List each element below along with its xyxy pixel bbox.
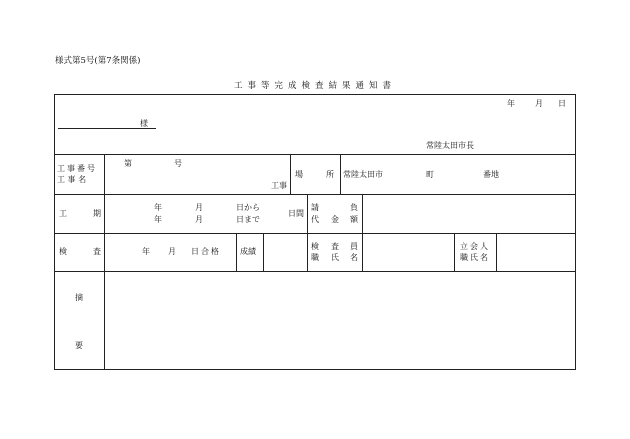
label-notes-a: 摘 (75, 293, 83, 302)
project-kouji: 工事 (271, 181, 287, 190)
start-month: 月 (195, 203, 203, 212)
label-contract-1: 請 (311, 203, 319, 212)
form-frame (54, 94, 576, 370)
label-place-sho: 所 (326, 170, 334, 179)
label-project-name: 工 事 名 (57, 175, 87, 184)
place-town: 町 (426, 170, 434, 179)
row-divider (54, 233, 576, 234)
start-day: 日から (236, 203, 260, 212)
project-dai: 第 (124, 159, 132, 168)
label-contract-5: 額 (350, 215, 358, 224)
label-project-number: 工事番号 (57, 164, 97, 173)
addressee-underline (58, 128, 156, 129)
inspection-month: 月 (168, 247, 176, 256)
inspection-day-pass: 日合格 (191, 247, 221, 256)
label-inspector-1: 検 (311, 242, 319, 251)
label-inspector-3: 員 (350, 242, 358, 251)
cell-divider (290, 154, 291, 194)
place-city: 常陸太田市 (343, 170, 383, 179)
date-month: 月 (535, 99, 543, 108)
date-day: 日 (558, 99, 566, 108)
end-day: 日まで (236, 215, 260, 224)
project-go: 号 (174, 159, 182, 168)
cell-divider (496, 233, 497, 271)
label-period-b: 期 (93, 209, 101, 218)
label-grade: 成績 (240, 247, 256, 256)
cell-divider (307, 233, 308, 271)
date-year: 年 (507, 99, 515, 108)
period-days: 日間 (288, 209, 304, 218)
cell-divider (340, 154, 341, 194)
label-period-a: 工 (59, 209, 67, 218)
cell-divider (362, 194, 363, 233)
cell-divider (236, 233, 237, 271)
cell-divider (263, 233, 264, 271)
label-inspector-4: 職 (311, 253, 319, 262)
label-contract-2: 負 (350, 203, 358, 212)
label-place-ba: 場 (295, 170, 303, 179)
issuer-mayor: 常陸太田市長 (426, 141, 474, 150)
label-witness-1: 立会人 (460, 242, 490, 251)
cell-divider (307, 194, 308, 233)
label-contract-4: 金 (331, 215, 339, 224)
label-contract-3: 代 (311, 215, 319, 224)
label-notes-b: 要 (75, 341, 83, 350)
label-inspector-5: 氏 (331, 253, 339, 262)
addressee-sama: 様 (140, 119, 148, 128)
label-column-divider (104, 154, 105, 370)
place-banchi: 番地 (483, 170, 499, 179)
row-divider (54, 271, 576, 272)
row-divider (54, 154, 576, 155)
document-title: 工事等完成検査結果通知書 (233, 81, 396, 91)
label-inspection-a: 検 (59, 247, 67, 256)
label-inspector-2: 査 (331, 242, 339, 251)
cell-divider (362, 233, 363, 271)
start-year: 年 (154, 203, 162, 212)
cell-divider (454, 233, 455, 271)
end-month: 月 (195, 215, 203, 224)
label-inspector-6: 名 (350, 253, 358, 262)
label-witness-2: 職氏名 (460, 253, 490, 262)
label-inspection-b: 査 (93, 247, 101, 256)
end-year: 年 (154, 215, 162, 224)
form-number: 様式第5号(第7条関係) (55, 56, 141, 66)
inspection-year: 年 (142, 247, 150, 256)
row-divider (54, 194, 576, 195)
